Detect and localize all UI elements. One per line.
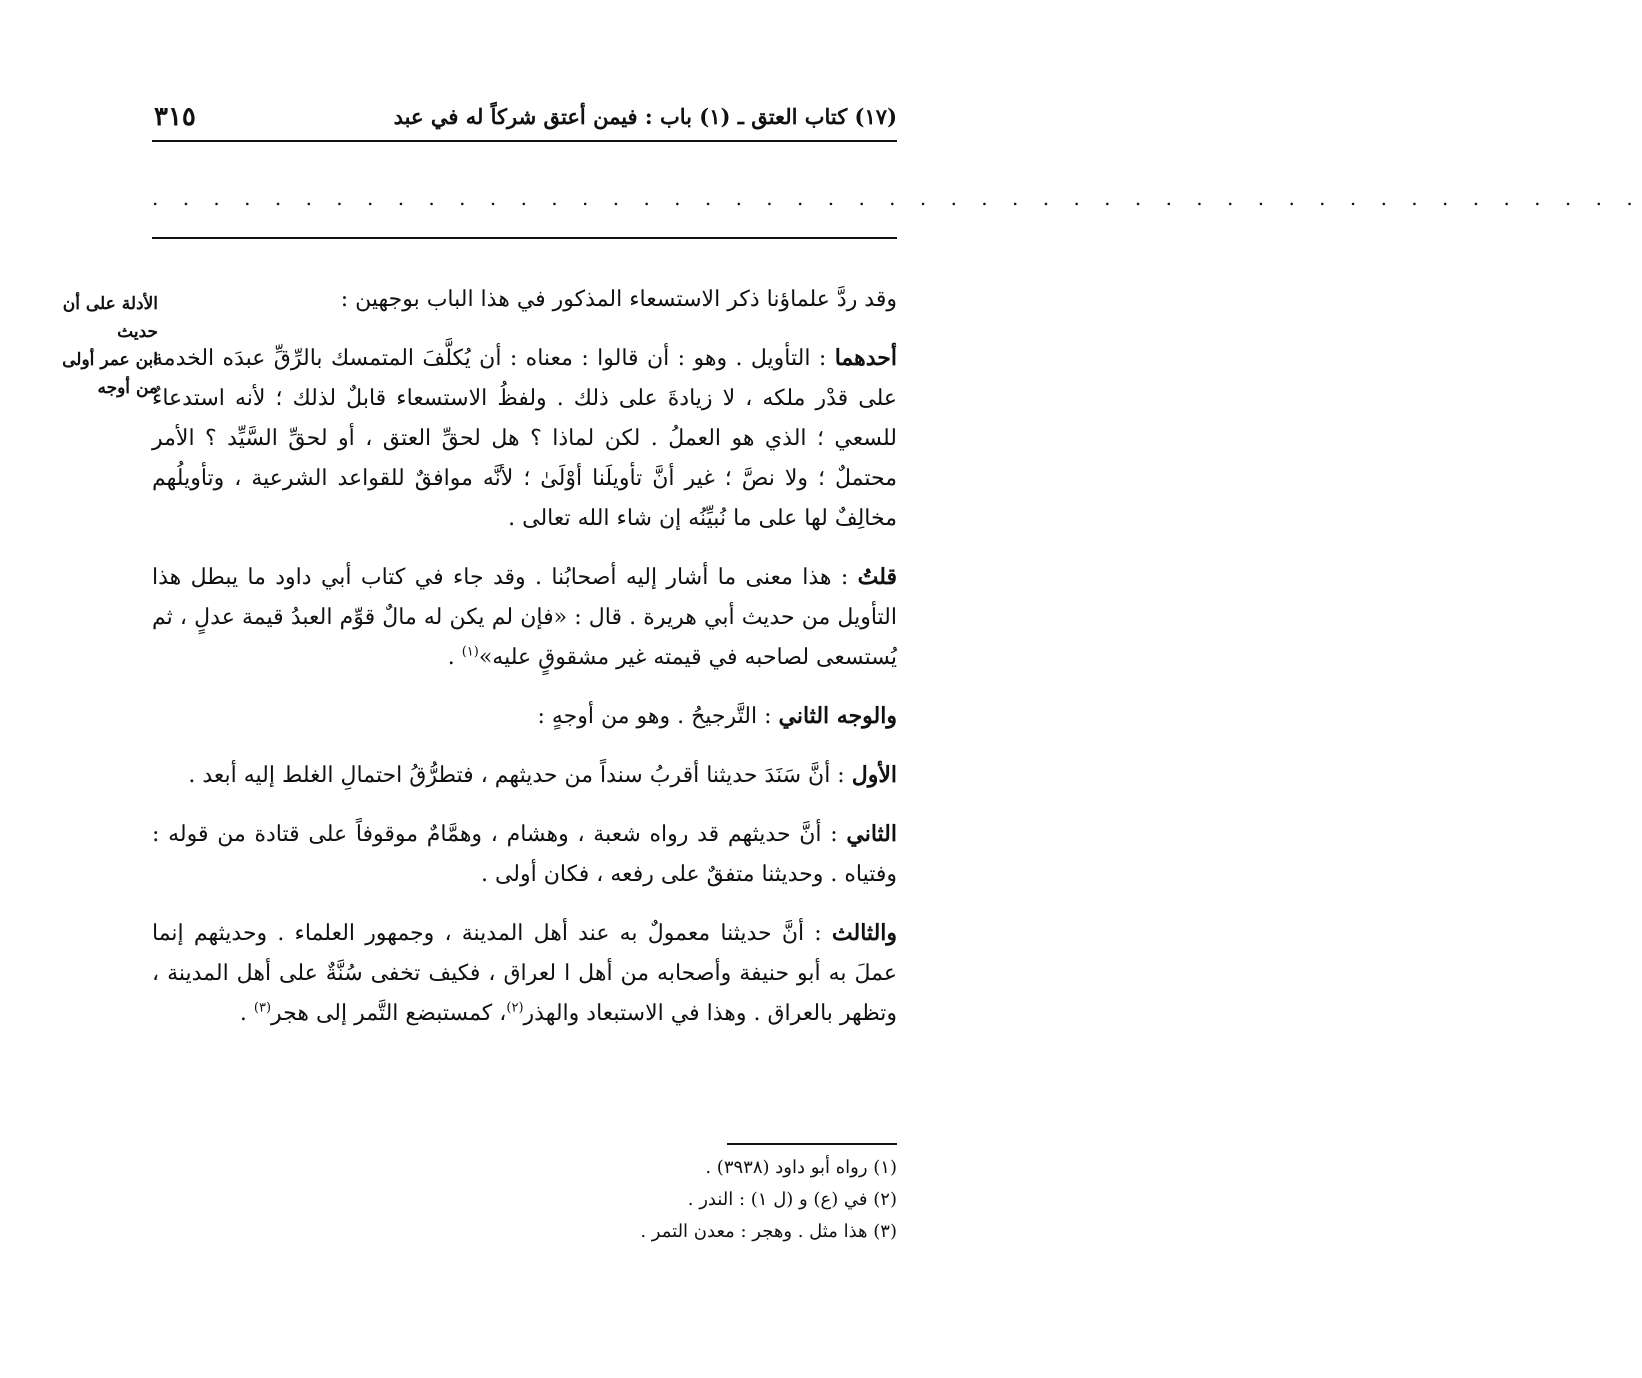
running-header [152,98,897,138]
paragraph-lead: والوجه الثاني [778,703,897,729]
paragraph-text: : أنَّ حديثهم قد رواه شعبة ، وهشام ، وهمَّامٌ موقوفاً على قتادة من قوله : وفتياه . وحديثنا متفقٌ على رفعه ، فكان أولى . [152,822,897,887]
paragraph [152,280,897,320]
footnote-marker[interactable]: (١) [461,644,479,660]
margin-note [18,290,158,402]
footnotes [152,1152,897,1248]
header-divider [152,140,897,142]
paragraph [152,338,897,539]
margin-note-line: من أوجه [97,378,158,398]
paragraph [152,696,897,737]
paragraph-text: ، كمستبضع التَّمر إلى هجر [271,1001,507,1026]
paragraph-text: : التأويل . وهو : أن قالوا : معناه : أن يُكلَّفَ المتمسك بالرِّقِّ عبدَه الخدمة على قدْر ملكه ، لا زيادةَ على ذلك . ولفظُ الاستسعاء قابلٌ لذلك ؛ لأنه استدعاءٌ للسعي ؛ الذي هو العملُ . لكن لماذا ؟ هل لحقِّ العتق ، أو لحقِّ السَّيِّد ؟ الأمر محتملٌ ؛ ولا نصَّ ؛ غير أنَّ تأويلَنا أوْلَىٰ ؛ لأنَّه موافقٌ للقواعد الشرعية ، وتأويلُهم مخالِفٌ لها على ما نُبيِّنُه إن شاء الله تعالى . [152,346,897,531]
header-title: (١٧) كتاب العتق ـ (١) باب : فيمن أعتق شركاً له في عبد [393,104,897,129]
paragraph-lead: والثالث [831,920,898,946]
footnote: (١) رواه أبو داود (٣٩٣٨) . [705,1157,897,1178]
paragraph: قلتُ : هذا معنى ما أشار إليه أصحابُنا . وقد جاء في كتاب أبي داود ما يبطل هذا التأويل من حديث أبي هريرة . قال : «فإن لم يكن له مالٌ قوِّم العبدُ قيمة عدلٍ ، ثم يُستسعى لصاحبه في قيمته غير مشقوقٍ عليه»$^{(١)}$ . [152,564,897,670]
paragraph-lead: الأول [851,762,897,788]
paragraph-text: : أنَّ سَنَدَ حديثنا أقربُ سنداً من حديثهم ، فتطرُّقُ احتمالِ الغلط إليه أبعد . [188,763,845,788]
dotted-separator: . . . . . . . . . . . . . . . . . . . . . . . . . . . . . . . . . . . . . . . . . . . . . . . . . [152,186,1642,210]
paragraph [152,814,897,895]
margin-note-line: حديث [117,322,158,342]
paragraph-text: وقد ردَّ علماؤنا ذكر الاستسعاء المذكور في هذا الباب بوجهين : [340,287,897,312]
paragraph-text: : التَّرجيحُ . وهو من أوجهٍ : [537,704,772,729]
margin-note-line: الأدلة على أن [62,294,158,314]
footnote-marker[interactable]: (٣) [253,1000,272,1016]
body-text [152,280,897,1052]
footnote-marker[interactable]: (٢) [506,1000,524,1016]
paragraph-text: : هذا معنى ما أشار إليه أصحابُنا . وقد جاء في كتاب أبي داود ما يبطل هذا التأويل من حديث أبي هريرة . قال : «فإن لم يكن له مالٌ قوِّم العبدُ قيمة عدلٍ ، ثم يُستسعى لصاحبه في قيمته غير مشقوقٍ عليه» [152,565,897,670]
paragraph-lead: أحدهما [834,345,897,371]
paragraph: والثالث : أنَّ حديثنا معمولٌ به عند أهل المدينة ، وجمهور العلماء . وحديثهم إنما عملَ به أبو حنيفة وأصحابه من أهل ا لعراق ، فكيف تخفى سُنَّةٌ على أهل المدينة ، وتظهر بالعراق . وهذا في الاستبعاد والهذر$^{(٢)}$، كمستبضع التَّمر إلى هجر$^{(٣)}$ . [152,920,898,1026]
section-divider [152,237,897,239]
footnote: (٢) في (ع) و (ل ١) : الندر . [687,1189,897,1210]
paragraph-lead: الثاني [846,821,897,847]
footnote-divider [727,1143,897,1145]
page-number: ٣١٥ [154,102,196,132]
paragraph-text: : أنَّ حديثنا معمولٌ به عند أهل المدينة ، وجمهور العلماء . وحديثهم إنما عملَ به أبو حنيفة وأصحابه من أهل ا لعراق ، فكيف تخفى سُنَّةٌ على أهل المدينة ، وتظهر بالعراق . وهذا في الاستبعاد والهذر [152,921,897,1026]
paragraph-lead: قلتُ [857,564,897,590]
paragraph [152,755,897,796]
footnote: (٣) هذا مثل . وهجر : معدن التمر . [640,1221,897,1242]
margin-note-line: ابن عمر أولى [62,350,158,370]
